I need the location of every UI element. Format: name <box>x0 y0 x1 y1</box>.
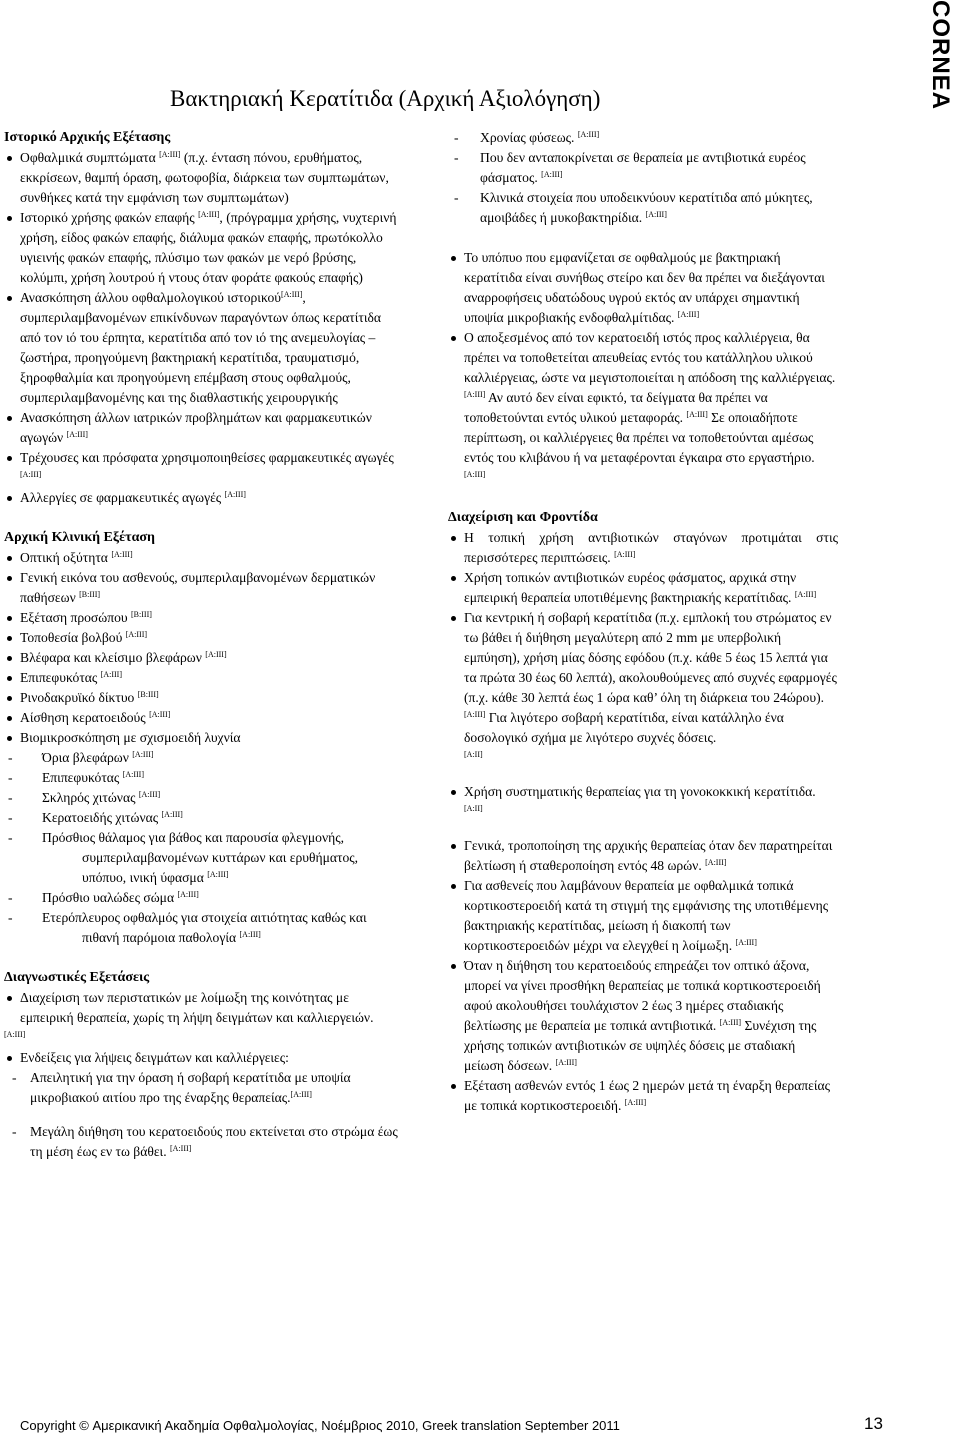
list-item: Αίσθηση κερατοειδούς [A:III] <box>4 708 400 728</box>
list-item: Τρέχουσες και πρόσφατα χρησιμοποιηθείσες φαρμακευτικές αγωγές [A:III] <box>4 448 400 488</box>
list-item: Επιπεφυκότας [A:III] <box>4 668 400 688</box>
sub-list-item: - Σκληρός χιτώνας [A:III] <box>4 788 400 808</box>
list-item: Ανασκόπηση άλλου οφθαλμολογικού ιστορικού[A:III], συμπεριλαμβανομένων επικίνδυνων παραγόντων όπως κερατίτιδα από τον ιό του έρπητα, κερατίτιδα από τον ιό της ανεμευλογίας – ζωστήρα, προηγούμενη βακτηριακή κερατίτιδα, τραυματισμό, ξηροφθαλμία και προηγούμενη επέμβαση στους οφθαλμούς, συμπεριλαμβανομένης και της διαθλαστικής χειρουργικής <box>4 288 400 408</box>
list-item: Ιστορικό χρήσης φακών επαφής [A:III], (πρόγραμμα χρήσης, νυχτερινή χρήση, είδος φακών επαφής, διάλυμα φακών επαφής, πρωτόκολλο υγιεινής φακών επαφής, πλύσιμο των φακών με νερό βρύσης, κολύμπι, χρήση λουτρού ή ντους όταν φοράτε φακούς επαφής) <box>4 208 400 288</box>
sub-list-item: - Πρόσθιο υαλώδες σώμα [A:III] <box>4 888 400 908</box>
sub-list-item: - Ετερόπλευρος οφθαλμός για στοιχεία αιτιότητας καθώς και πιθανή παρόμοια παθολογία [A:III] <box>4 908 400 948</box>
list-item: Οπτική οξύτητα [A:III] <box>4 548 400 568</box>
list-item: Γενική εικόνα του ασθενούς, συμπεριλαμβανομένων δερματικών παθήσεων [B:III] <box>4 568 400 608</box>
list-item: Ενδείξεις για λήψεις δειγμάτων και καλλιέργειες: <box>4 1048 400 1068</box>
exam-list <box>4 548 400 748</box>
exam-heading: Αρχική Κλινική Εξέταση <box>4 530 155 545</box>
list-item: Για κεντρική ή σοβαρή κερατίτιδα (π.χ. εμπλοκή του στρώματος εν τω βάθει ή διήθηση μεγαλύτερη από 2 mm με υπερβολική εμπύηση), χρήση μίας δόσης εφόδου (π.χ. κάθε 5 έως 15 λεπτά για τα πρώτα 30 έως 60 λεπτά), ακολουθούμενες από συχνές εφαρμογές (π.χ. κάθε 30 λεπτά έως 1 ώρα καθ’ όλη τη διάρκεια του 24ώρου). [A:III] Για λιγότερο σοβαρή κερατίτιδα, είναι κατάλληλο ένα δοσολογικό σχήμα με λιγότερο συχνές δόσεις. [A:II] <box>448 608 838 768</box>
sub-list-item: - Πρόσθιος θάλαμος για βάθος και παρουσία φλεγμονής, συμπεριλαμβανομένων κυττάρων και ερυθήματος, υπόπυο, ινική ύφασμα [A:III] <box>4 828 400 888</box>
culture-indications-list <box>448 128 838 228</box>
list-item: Όταν η διήθηση του κερατοειδούς επηρεάζει τον οπτικό άξονα, μπορεί να γίνει προσθήκη θεραπείας με τοπικά κορτικοστεροειδή αφού ακολουθήσει τουλάχιστον 2 έως 3 ημέρες σταδιακής βελτίωσης με θεραπεία με τοπικά αντιβιοτικά. [A:III] Συνέχιση της χρήσης τοπικών αντιβιοτικών σε υψηλές δόσεις με σταδιακή μείωση δόσεων. [A:III] <box>448 956 838 1076</box>
copyright-footer: Copyright © Αμερικανική Ακαδημία Οφθαλμολογίας, Νοέμβριος 2010, Greek translation September 2011 <box>20 1418 620 1433</box>
sub-list-item: - Όρια βλεφάρων [A:III] <box>4 748 400 768</box>
list-item: Διαχείριση των περιστατικών με λοίμωξη της κοινότητας με εμπειρική θεραπεία, χωρίς τη λήψη δειγμάτων και καλλιεργειών. [A:III] <box>4 988 400 1048</box>
slit-lamp-list <box>4 748 400 948</box>
list-item: Εξέταση ασθενών εντός 1 έως 2 ημερών μετά τη έναρξη θεραπείας με τοπικά κορτικοστεροειδή. [A:III] <box>448 1076 838 1116</box>
list-item: Γενικά, τροποποίηση της αρχικής θεραπείας όταν δεν παρατηρείται βελτίωση ή σταθεροποίηση εντός 48 ωρών. [A:III] <box>448 836 838 876</box>
section-tab-cornea: CORNEA <box>927 0 954 111</box>
list-item: Για ασθενείς που λαμβάνουν θεραπεία με οφθαλμικά τοπικά κορτικοστεροειδή κατά τη στιγμή της εμφάνισης της υποτιθέμενης βακτηριακής κερατίτιδας, μείωση ή διακοπή των κορτικοστεροειδών μέχρι να ελεγχθεί η λοίμωξη. [A:III] <box>448 876 838 956</box>
page-number: 13 <box>864 1414 883 1433</box>
sub-list-item: - Χρονίας φύσεως. [A:III] <box>448 128 838 148</box>
right-column <box>448 128 838 1116</box>
list-item: Ανασκόπηση άλλων ιατρικών προβλημάτων και φαρμακευτικών αγωγών [A:III] <box>4 408 400 448</box>
diagnostics-list <box>4 988 400 1068</box>
sub-list-item: - Επιπεφυκότας [A:III] <box>4 768 400 788</box>
sub-list-item: - Μεγάλη διήθηση του κερατοειδούς που εκτείνεται στο στρώμα έως τη μέση έως εν τω βάθει. [A:III] <box>4 1122 400 1162</box>
list-item: Τοποθεσία βολβού [A:III] <box>4 628 400 648</box>
sub-list-item: - Κερατοειδής χιτώνας [A:III] <box>4 808 400 828</box>
list-item: Ο αποξεσμένος από τον κερατοειδή ιστός προς καλλιέργεια, θα πρέπει να τοποθετείται απευθείας εντός του κατάλληλου υλικού καλλιέργειας, ώστε να μεγιστοποιείται η απόδοση της καλλιέργειας. [A:III] Αν αυτό δεν είναι εφικτό, τα δείγματα θα πρέπει να τοποθετούνται εντός υλικού μεταφοράς. [A:III] Σε οποιαδήποτε περίπτωση, οι καλλιέργειες θα πρέπει να τοποθετούνται αμέσως εντός του κλιβάνου ή να μεταφέρονται έγκαιρα στο εργαστήριο. [A:III] <box>448 328 838 488</box>
list-item: Οφθαλμικά συμπτώματα [A:III] (π.χ. ένταση πόνου, ερυθήματος, εκκρίσεων, θαμπή όραση, φωτοφοβία, διάρκεια των συμπτωμάτων, συνθήκες κατά την εμφάνιση των συμπτωμάτων) <box>4 148 400 208</box>
list-item: Χρήση συστηματικής θεραπείας για τη γονοκοκκική κερατίτιδα. [A:II] <box>448 782 838 822</box>
management-list <box>448 528 838 1116</box>
culture-notes-list <box>448 248 838 488</box>
management-heading: Διαχείριση και Φροντίδα <box>448 510 598 525</box>
list-item: Αλλεργίες σε φαρμακευτικές αγωγές [A:III] <box>4 488 400 508</box>
left-column <box>4 128 400 1162</box>
list-item: Το υπόπυο που εμφανίζεται σε οφθαλμούς με βακτηριακή κερατίτιδα είναι συνήθως στείρο και δεν θα πρέπει να διεξάγονται αναρροφήσεις υδατώδους υγρού εκτός αν υπάρχει σημαντική υποψία μικροβιακής ενδοφθαλμίτιδας. [A:III] <box>448 248 838 328</box>
list-item: Ρινοδακρυϊκό δίκτυο [B:III] <box>4 688 400 708</box>
list-item: Εξέταση προσώπου [B:III] <box>4 608 400 628</box>
list-item: Βιομικροσκόπηση με σχισμοειδή λυχνία <box>4 728 400 748</box>
list-item: Βλέφαρα και κλείσιμο βλεφάρων [A:III] <box>4 648 400 668</box>
sub-list-item: - Που δεν ανταποκρίνεται σε θεραπεία με αντιβιοτικά ευρέος φάσματος. [A:III] <box>448 148 838 188</box>
diagnostics-heading: Διαγνωστικές Εξετάσεις <box>4 970 150 985</box>
list-item: Χρήση τοπικών αντιβιοτικών ευρέος φάσματος, αρχικά στην εμπειρική θεραπεία υποτιθέμενης βακτηριακής κερατίτιδας. [A:III] <box>448 568 838 608</box>
page-title: Βακτηριακή Κερατίτιδα (Αρχική Αξιολόγηση) <box>170 86 601 111</box>
sub-list-item: - Απειλητική για την όραση ή σοβαρή κερατίτιδα με υποψία μικροβιακού αιτίου προ της έναρξης θεραπείας.[A:III] <box>4 1068 400 1108</box>
history-heading: Ιστορικό Αρχικής Εξέτασης <box>4 130 171 145</box>
list-item: Η τοπική χρήση αντιβιοτικών σταγόνων προτιμάται στις περισσότερες περιπτώσεις. [A:III] <box>448 528 838 568</box>
diagnostics-sub-list <box>4 1068 400 1162</box>
history-list <box>4 148 400 508</box>
sub-list-item: - Κλινικά στοιχεία που υποδεικνύουν κερατίτιδα από μύκητες, αμοιβάδες ή μυκοβακτηρίδια. [A:III] <box>448 188 838 228</box>
